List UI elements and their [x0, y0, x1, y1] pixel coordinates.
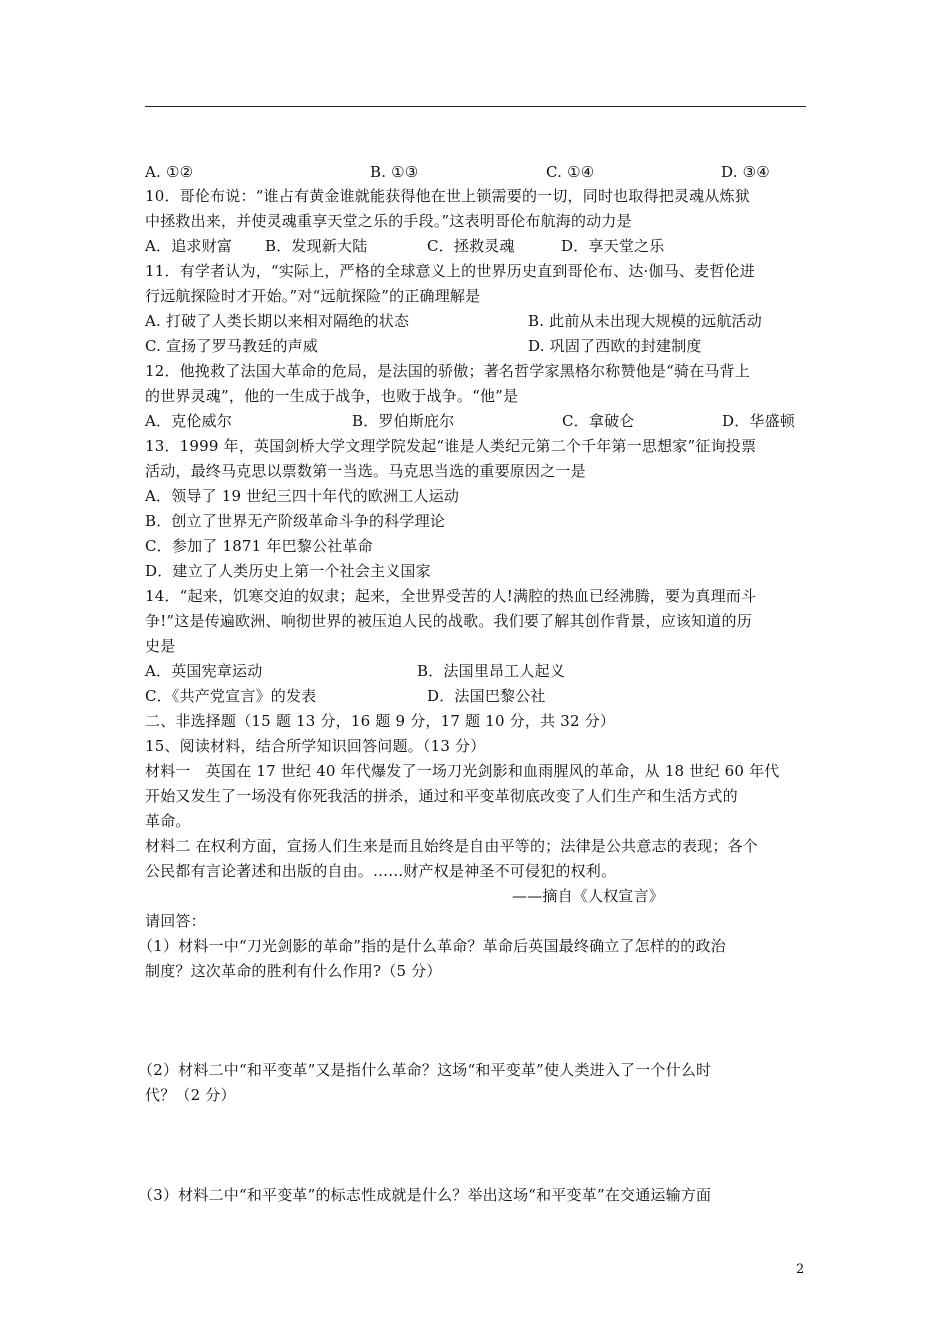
q11-option-d: D. 巩固了西欧的封建制度: [528, 337, 702, 355]
q12-option-d: D．华盛顿: [722, 412, 796, 430]
q15-sub2-line1: （2）材料二中“和平变革”又是指什么革命？这场“和平变革”使人类进入了一个什么时: [138, 1061, 712, 1079]
q13-option-a: A．领导了 19 世纪三四十年代的欧洲工人运动: [145, 487, 460, 505]
q11-option-a: A. 打破了人类长期以来相对隔绝的状态: [145, 312, 410, 330]
q15-material1-line2: 开始又发生了一场没有你死我活的拼杀，通过和平变革彻底改变了人们生产和生活方式的: [145, 787, 738, 805]
q11-options-row1: [145, 311, 806, 331]
q11-option-c: C. 宣扬了罗马教廷的声威: [145, 337, 319, 355]
q15-material2-line2: 公民都有言论著述和出版的自由。……财产权是神圣不可侵犯的权利。: [145, 862, 617, 880]
q9-option-a: A. ①②: [145, 163, 194, 181]
page-number: 2: [796, 1262, 805, 1277]
q13-option-c: C．参加了 1871 年巴黎公社革命: [145, 537, 373, 555]
q12-stem-line1: 12．他挽救了法国大革命的危局，是法国的骄傲；著名哲学家黑格尔称赞他是“骑在马背上: [145, 362, 750, 380]
q11-option-b: B. 此前从未出现大规模的远航活动: [528, 312, 762, 330]
q10-options: [145, 236, 806, 256]
q14-option-d: D．法国巴黎公社: [427, 687, 546, 705]
q9-options: [145, 162, 806, 182]
q10-option-b: B．发现新大陆: [265, 237, 368, 255]
q14-stem-line2: 争!”这是传遍欧洲、响彻世界的被压迫人民的战歌。我们要了解其创作背景，应该知道的历: [145, 612, 752, 630]
q10-stem-line1: 10．哥伦布说：“谁占有黄金谁就能获得他在世上锁需要的一切，同时也取得把灵魂从炼狱: [145, 187, 750, 205]
q9-option-c: C. ①④: [546, 163, 595, 181]
q15-prompt: 请回答：: [145, 912, 206, 930]
q14-stem-line1: 14．“起来，饥寒交迫的奴隶；起来，全世界受苦的人!满腔的热血已经沸腾，要为真理而斗: [145, 587, 757, 605]
q15-material1-line1: 材料一 英国在 17 世纪 40 年代爆发了一场刀光剑影和血雨腥风的革命，从 18 世纪 60 年代: [145, 762, 780, 780]
q12-option-b: B．罗伯斯庇尔: [352, 412, 455, 430]
q13-option-d: D．建立了人类历史上第一个社会主义国家: [145, 562, 431, 580]
q9-option-b: B. ①③: [370, 163, 419, 181]
q11-stem-line1: 11．有学者认为，“实际上，严格的全球意义上的世界历史直到哥伦布、达·伽马、麦哲伦进: [145, 262, 755, 280]
q15-sub3-line1: （3）材料二中“和平变革”的标志性成就是什么？举出这场“和平变革”在交通运输方面: [138, 1186, 712, 1204]
q10-option-d: D．享天堂之乐: [561, 237, 665, 255]
q12-stem-line2: 的世界灵魂”，他的一生成于战争，也败于战争。“他”是: [145, 387, 519, 405]
q14-option-b: B．法国里昂工人起义: [417, 662, 566, 680]
section2-heading: 二、非选择题（15 题 13 分，16 题 9 分，17 题 10 分，共 32 分）: [145, 712, 616, 730]
q12-option-c: C．拿破仑: [562, 412, 635, 430]
q15-sub1-line2: 制度？这次革命的胜利有什么作用?（5 分）: [145, 962, 442, 980]
q14-stem-line3: 史是: [145, 637, 176, 655]
q13-option-b: B．创立了世界无产阶级革命斗争的科学理论: [145, 512, 446, 530]
q15-material1-line3: 革命。: [145, 812, 191, 830]
header-rule: [145, 106, 806, 107]
q15-material2-line1: 材料二 在权利方面，宣扬人们生来是而且始终是自由平等的；法律是公共意志的表现；各个: [145, 837, 758, 855]
q11-options-row2: [145, 336, 806, 356]
q15-sub2-line2: 代？（2 分）: [145, 1086, 236, 1104]
q14-options-row2: [145, 686, 806, 706]
q10-stem-line2: 中拯救出来，并使灵魂重享天堂之乐的手段。”这表明哥伦布航海的动力是: [145, 212, 632, 230]
q13-stem-line2: 活动，最终马克思以票数第一当选。马克思当选的重要原因之一是: [145, 462, 586, 480]
q14-options-row1: [145, 661, 806, 681]
q9-option-d: D. ③④: [721, 163, 770, 181]
q15-intro: 15、阅读材料，结合所学知识回答问题。（13 分）: [145, 737, 486, 755]
q15-source: ——摘自《人权宣言》: [512, 887, 665, 905]
q15-sub1-line1: （1）材料一中“刀光剑影的革命”指的是什么革命？革命后英国最终确立了怎样的的政治: [138, 937, 726, 955]
q12-option-a: A．克伦威尔: [145, 412, 233, 430]
q14-option-a: A．英国宪章运动: [145, 662, 263, 680]
q10-option-a: A．追求财富: [145, 237, 233, 255]
q14-option-c: C．《共产党宣言》的发表: [145, 687, 317, 705]
q11-stem-line2: 行远航探险时才开始。”对“远航探险”的正确理解是: [145, 287, 481, 305]
q13-stem-line1: 13．1999 年，英国剑桥大学文理学院发起“谁是人类纪元第二个千年第一思想家”征询投票: [145, 437, 757, 455]
q12-options: [145, 411, 806, 431]
q10-option-c: C．拯救灵魂: [427, 237, 515, 255]
